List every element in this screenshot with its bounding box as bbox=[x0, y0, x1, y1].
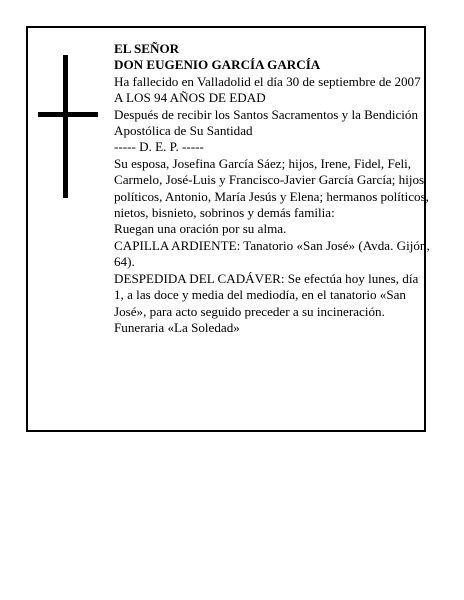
notice-text bbox=[114, 41, 430, 336]
notice-title: EL SEÑOR bbox=[114, 41, 180, 56]
death-statement: Ha fallecido en Valladolid el día 30 de septiembre de 2007 bbox=[114, 73, 421, 89]
sacraments-statement: Después de recibir los Santos Sacramentos y la Bendición Apostólica de Su Santidad bbox=[114, 106, 418, 139]
age-statement: A LOS 94 AÑOS DE EDAD bbox=[114, 90, 266, 106]
farewell-info: DESPEDIDA DEL CADÁVER: Se efectúa hoy lunes, día 1, a las doce y media del mediodía, en el tanatorio «San José», para acto seguido preceder a su incineración. bbox=[114, 270, 419, 319]
family-list: Su esposa, Josefina García Sáez; hijos, Irene, Fidel, Feli, Carmelo, José-Luis y Francisco-Javier García García; hijos políticos, Antonio, María Jesús y Elena; hermanos políticos, nietos, bisnieto, sobrinos y demás familia: bbox=[114, 155, 429, 221]
latin-cross-icon bbox=[38, 55, 98, 198]
prayer-request: Ruegan una oración por su alma. bbox=[114, 221, 287, 237]
deceased-name: DON EUGENIO GARCÍA GARCÍA bbox=[114, 57, 321, 73]
funeral-home: Funeraria «La Soledad» bbox=[114, 319, 240, 335]
obituary-notice bbox=[26, 26, 430, 432]
rip-line: ----- D. E. P. ----- bbox=[114, 139, 204, 155]
cross-horizontal-bar bbox=[38, 112, 98, 117]
cross-vertical-bar bbox=[63, 55, 68, 198]
chapel-info: CAPILLA ARDIENTE: Tanatorio «San José» (Avda. Gijón, 64). bbox=[114, 237, 430, 270]
